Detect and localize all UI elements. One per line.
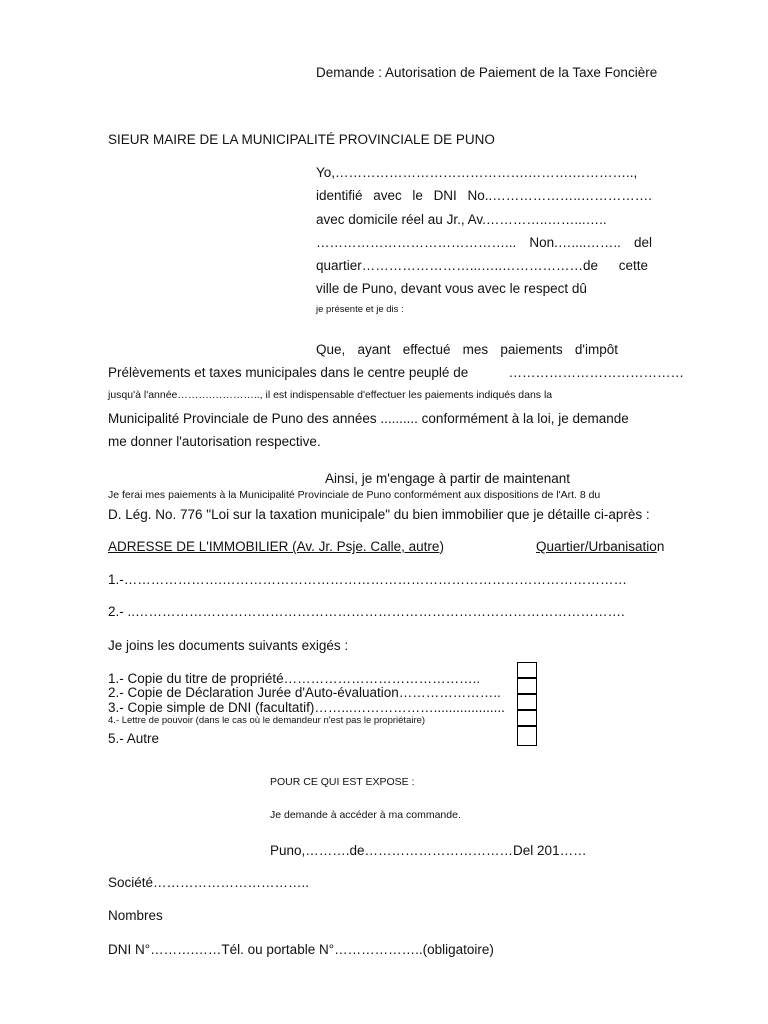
- identity-line-6: ville de Puno, devant vous avec le respect dû: [316, 281, 587, 296]
- date-line: Puno,……….de……………………………Del 201……: [270, 843, 587, 858]
- district-header-end: n: [656, 539, 665, 554]
- identity-line-5-part: quartier……………………...…..………………de: [316, 258, 599, 273]
- body-line-1-word: mes: [462, 342, 489, 357]
- identity-line-4: [316, 234, 652, 252]
- address-row-2: 2.- ..……………………………………………………………………………………………….: [108, 604, 625, 619]
- request-title: Demande : Autorisation de Paiement de la Taxe Foncière: [316, 65, 658, 80]
- identity-line-5-part: cette: [618, 258, 648, 273]
- checkbox-document-4[interactable]: [517, 710, 537, 726]
- district-header-label: Quartier/Urbanisatio: [536, 539, 657, 554]
- body-line-5: me donner l'autorisation respective.: [108, 434, 321, 449]
- document-item-2: 2.- Copie de Déclaration Jurée d'Auto-évaluation…………………..: [108, 685, 501, 700]
- body-line-1-word: ayant: [357, 342, 391, 357]
- address-header-paren: ): [439, 539, 444, 554]
- body-line-1-word: d'impôt: [574, 342, 618, 357]
- body-line-7: Je ferai mes paiements à la Municipalité Provinciale de Puno conformément aux dispositions de l'Art. 8 du: [108, 489, 601, 501]
- nombres-line: Nombres: [108, 908, 163, 923]
- document-item-5: 5.- Autre: [108, 731, 160, 746]
- addressee: SIEUR MAIRE DE LA MUNICIPALITÉ PROVINCIALE DE PUNO: [108, 132, 495, 147]
- body-line-4: Municipalité Provinciale de Puno des années .......... conformément à la loi, je demande: [108, 411, 629, 426]
- body-line-1-word: effectué: [402, 342, 451, 357]
- societe-line: Société……………………………..: [108, 875, 310, 890]
- address-header: [108, 538, 444, 556]
- body-line-2-part: Prélèvements et taxes municipales dans le centre peuplé de: [108, 365, 469, 380]
- documents-intro: Je joins les documents suivants exigés :: [108, 638, 349, 653]
- body-line-8: D. Lég. No. 776 "Loi sur la taxation municipale" du bien immobilier que je détaille ci-après :: [108, 507, 650, 522]
- identity-line-7: je présente et je dis :: [316, 304, 404, 315]
- body-line-1-word: paiements: [500, 342, 563, 357]
- body-line-1-word: Que,: [316, 342, 346, 357]
- body-line-2-part: …………………………………: [508, 365, 684, 380]
- address-header-label: ADRESSE DE L'IMMOBILIER (Av. Jr. Psje. Calle, autre: [108, 539, 440, 554]
- request-sentence: Je demande à accéder à ma commande.: [270, 809, 461, 821]
- dni-phone-line: DNI N°……….……Tél. ou portable N°………………..(obligatoire): [108, 942, 494, 957]
- checkbox-document-2[interactable]: [517, 678, 537, 694]
- identity-line-2-word: No..………………..…………….: [467, 188, 652, 203]
- district-header: [536, 538, 664, 556]
- identity-line-4-part: ……………………………………...: [316, 235, 517, 250]
- address-row-1: 1.-………………….………………………………………………………………………………: [108, 572, 628, 587]
- identity-line-2-word: DNI: [433, 188, 457, 203]
- identity-line-4-part: Non.…....……..: [529, 235, 621, 250]
- checkbox-document-5[interactable]: [517, 726, 537, 746]
- commitment-line: Ainsi, je m'engage à partir de maintenant: [325, 471, 570, 486]
- identity-line-2-word: identifié: [316, 188, 363, 203]
- body-line-2: [108, 364, 684, 382]
- document-item-4: 4.- Lettre de pouvoir (dans le cas où le demandeur n'est pas le propriétaire): [108, 715, 426, 726]
- document-item-1: 1.- Copie du titre de propriété……………………………………..: [108, 671, 481, 686]
- identity-line-2-word: avec: [373, 188, 402, 203]
- identity-line-2: [316, 187, 652, 205]
- checkbox-document-1[interactable]: [517, 662, 537, 678]
- body-line-3: jusqu'à l'année……….………….., il est indispensable d'effectuer les paiements indiqués dans la: [108, 389, 553, 401]
- checkbox-document-3[interactable]: [517, 694, 537, 710]
- body-line-1: [316, 341, 618, 359]
- identity-line-2-word: le: [412, 188, 423, 203]
- identity-line-3: avec domicile réel au Jr., Av.…………..……...…..: [316, 212, 607, 227]
- identity-line-1: Yo,…………………………………….……….…………..,: [316, 165, 638, 180]
- pour-ce-qui-est-expose: POUR CE QUI EST EXPOSE :: [270, 776, 415, 788]
- identity-line-4-part: del: [633, 235, 652, 250]
- identity-line-5: [316, 257, 648, 275]
- document-item-3: 3.- Copie simple de DNI (facultatif)……...………………...................: [108, 700, 505, 715]
